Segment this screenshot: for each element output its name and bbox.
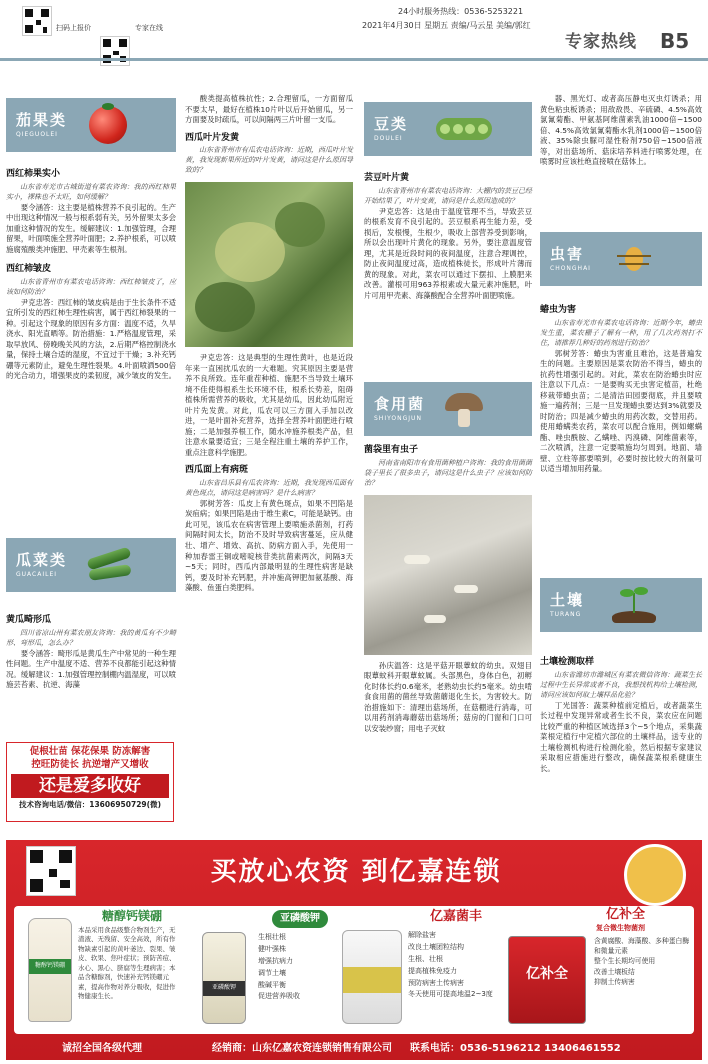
- category-title: 食用菌: [374, 395, 426, 414]
- product-2-label: 亚磷酸钾: [203, 981, 245, 996]
- article-question: 山东省青州市有瓜农电话咨询：近期，西瓜叶片发黄，我发现新果所近的叶片发黄，请问这是什么原因导致的？: [185, 146, 353, 175]
- category-label-soil: [540, 578, 702, 632]
- article-question: 山东省昌乐县有瓜农咨询：近期，我发现西瓜面有黄色斑点，请问这是病害吗？是什么病害？: [185, 479, 353, 497]
- category-subtitle: QIEGUOLEI: [16, 131, 58, 139]
- footer-agents: 诚招全国各级代理: [62, 1042, 142, 1054]
- category-title: 虫害: [550, 245, 585, 264]
- article-title: 西瓜叶片发黄: [185, 132, 240, 143]
- article-question: 山东省潍坊市潍城区有菜农微信咨询：蔬菜生长过程中生长异常或者不良，我想找机构给土壤检测，请问应该如何取土壤样品化验？: [540, 670, 702, 699]
- product-2-bottle: [202, 932, 246, 1024]
- ad-headline: 买放心农资 到亿嘉连锁: [210, 857, 502, 887]
- qr2-label: 专家在线: [135, 24, 163, 32]
- category-subtitle: DOULEI: [374, 135, 403, 143]
- column-4: [540, 94, 702, 168]
- category-subtitle: GUACAILEI: [16, 571, 58, 579]
- category-subtitle: CHONGHAI: [550, 265, 591, 273]
- feature-item: 改善土壤板结: [594, 967, 635, 976]
- column-1: [6, 98, 176, 382]
- product-1-label: 糖醇钙镁硼: [29, 959, 71, 974]
- mushroom-bag-photo: [364, 495, 532, 655]
- hotline: 24小时服务热线：0536-5253221: [398, 7, 524, 16]
- promo-phone: 技术咨询电话/微信：13606950729(微): [19, 800, 161, 810]
- product-4-subtitle: 复合微生物菌剂: [596, 924, 645, 932]
- bug-icon: [617, 241, 651, 277]
- article-answer: 郭树芳答：蝽虫为害重且难治，这是普遍发生的问题。主要原因是菜农防治不得当，蝽虫的抗药性增强引起的。对此，菜农在防治蝽虫时应注意以下几点：一是要购买无虫害定植苗，杜绝移栽带蝽虫苗；二是清洁田园要彻底，并且要喷施一遍药剂；三是一旦发现蝽虫要达到3%就要及时防治；四是减少蝽虫的用药次数，交替用药。使用蝽螨类农药，菜农可以配合施用，例如螺螨酯、唑虫酰胺、乙螨唑、丙溴磷、阿维菌素等，二次喷洒，注意一定要喷施均匀周到。地面、墙壁、立柱等都要喷到，必要时按比较大的剂量可以适当增加用药量。: [540, 348, 702, 474]
- category-title: 瓜菜类: [16, 551, 68, 570]
- date-line: 2021年4月30日 星期五 责编/马云星 美编/郭红: [362, 21, 531, 30]
- article-continuation: 酸类提高植株抗性；2.合理留瓜，一方面留瓜不要太早，最好在植株10片叶以后开始留瓜，另一方面要及时疏瓜，可以间隔两三片叶留一支瓜。: [185, 94, 353, 125]
- feature-item: 促进营养吸收: [258, 992, 300, 1001]
- feature-item: 解除盐害: [408, 931, 436, 939]
- category-subtitle: TURANG: [550, 611, 582, 619]
- advertisement: [6, 840, 702, 1060]
- footer-phone: 联系电话：0536-5196212 13406461552: [410, 1042, 621, 1054]
- category-label-mushrooms: [364, 382, 532, 436]
- product-3-name: 亿嘉菌丰: [430, 909, 483, 924]
- qr-code-icon: [26, 846, 76, 896]
- feature-item: 含黄腐酸、海藻酸、多种蛋白酶和微量元素: [594, 937, 690, 956]
- article-question: 山东省青州市有菜农电话咨询：大棚内的芸豆已经开始结果了，叶片变黄，请问是什么原因造成的？: [364, 186, 532, 205]
- ad-footer: [6, 1038, 702, 1060]
- column-3-lower: [364, 442, 532, 734]
- qr-code-icon: [100, 36, 130, 66]
- article-question: 四川省凉山州有菜农朋友咨询：我的黄瓜有不少畸形、弯形瓜，怎么办？: [6, 628, 176, 647]
- article-title: 芸豆叶片黄: [364, 173, 410, 183]
- article-question: 山东省青州市有菜农电话咨询：西红柿皱皮了，应该如何防治？: [6, 277, 176, 296]
- feature-item: 改良土壤团粒结构: [408, 942, 464, 951]
- article-title: 西红柿皱皮: [6, 264, 52, 275]
- mushroom-icon: [441, 389, 487, 429]
- product-3-jug: [342, 930, 402, 1024]
- feature-item: 整个生长期均可使用: [594, 957, 656, 966]
- column-3: [364, 102, 532, 301]
- article-answer: 要令涵答：这主要是植株营养不良引起的。生产中出现这种情况一般与根系弱有关，另外留果太多会加重这种情况的发生。缓解建议：1.加强管理，合理留果，叶面喷施全营养叶面肥；2.养护根系，可以喷施腐殖酸类冲施肥、甲壳素等生根剂。: [6, 202, 177, 254]
- feature-item: 调节土壤: [258, 968, 286, 977]
- feature-item: 酸碱平衡: [258, 980, 286, 989]
- article-question: 山东省寿光市有菜农电话咨询：近期今年，蝽虫发生重，菜农棚子了解有一种，用了几次药剂打不住，请推荐几种好的药剂进行防治？: [540, 318, 702, 347]
- article-answer: 要令涵答：畸形瓜是黄瓜生产中常见的一种生理性问题。生产中温度不适、营养不良都能引起这种情况。缓解建议：1.加强管理控制棚内温湿度，可以喷施芸苔素、抗逆、海藻: [6, 648, 177, 690]
- article-question: 山东省寿光市古城街道有菜农咨询：我的西红柿果实小，裸株也不太旺，如何缓解？: [6, 182, 176, 201]
- feature-item: 冬天使用可提高地温2~3度: [408, 990, 493, 999]
- article-answer: 郭树芳答：瓜皮上有黄色斑点，如果不凹陷是炭疽病；如果凹陷是由于维生素C，可能是缺钙。由此可见，该瓜农在病害管理上要喷施杀菌剂，打药间隔时间太长，防治不及时导致病害蔓延，应从健壮、增产、增效、高抗、防病方面入手，先使用一种加春雷王铜或嘧啶核苷类抗菌素两次，间隔3天~5天；同时，西瓜内部最明显的生理性病害是缺钙，要及时补充钙肥，并冲施高钾肥加氨基酸、海藻酸、鱼蛋白类肥料。: [185, 498, 353, 593]
- column-4-lower: [540, 654, 702, 774]
- article-title: 蝽虫为害: [540, 305, 577, 315]
- category-subtitle: SHIYONGJUN: [374, 415, 422, 423]
- feature-item: 生根壮根: [258, 933, 286, 941]
- article-title: 菌袋里有虫子: [364, 445, 419, 455]
- product-2-name: 亚磷酸钾: [272, 910, 328, 928]
- article-answer: 孙庆温答：这是平菇开眼蕈蚊的幼虫。双翅目眼蕈蚊科开眼蕈蚊属。头部黑色，身体白色，初孵化时体长约0.6毫米，老熟幼虫长约5毫米。幼虫啃食食用菌的菌丝导致菌蘑退化生长，为害较大。防治措施如下：清理出菇场所，在菇棚进行消毒，可以用药剂消毒蘑菇出菇场所；菇房的门窗和门口可以安装纱窗；用电子灭蚊: [364, 660, 532, 733]
- cucumber-icon: [87, 547, 131, 583]
- product-4-bucket: [508, 936, 586, 1024]
- peas-icon: [436, 118, 492, 140]
- product-3-features: [408, 930, 500, 1001]
- product-1-name: 糖醇钙镁硼: [102, 909, 163, 923]
- category-title: 土壤: [550, 591, 585, 610]
- feature-item: 健叶强株: [258, 944, 286, 953]
- article-continuation: 器、黑光灯、或者高压静电灭虫灯诱杀；用黄色粘虫板诱杀；用敌敌畏、辛硫磷、4.5%高效氯氰菊酯、甲氨基阿维菌素乳油1000倍~1500倍、4.5%高效氯氰菊酯水乳剂1000倍~1500倍液、35%除虫脲可湿性粉剂750倍~1500倍液等，对出菇场所、菇床培养料进行喷雾处理，在喷雾时应该杜绝直接喷在菇体上。: [540, 94, 702, 167]
- article-question: 河南省南阳市有食用菌种植户咨询：我的食用菌菌袋子里长了很多虫子，请问这是什么虫子？应该如何防治？: [364, 458, 532, 487]
- feature-item: 预防病害土传病害: [408, 978, 464, 987]
- promo-line-1: 促根壮苗 保花保果 防冻解害: [29, 746, 151, 757]
- footer-dealer: 经销商：山东亿嘉农资连锁销售有限公司: [212, 1042, 392, 1054]
- product-4-label: 亿补全: [526, 966, 568, 982]
- category-title: 茄果类: [16, 111, 68, 130]
- article-title: 西红柿果实小: [6, 169, 61, 179]
- feature-item: 生根、壮根: [408, 954, 443, 963]
- header-rule: [0, 58, 708, 61]
- category-label-vegetables: [6, 98, 176, 152]
- feature-item: 抑制土传病害: [594, 977, 635, 986]
- promo-line-2: 控旺防徒长 抗逆增产又增收: [31, 759, 149, 771]
- category-label-pests: [540, 232, 702, 286]
- article-answer: 尹克忠答：这是典型的生理性黄叶，也是近段年来一直困扰瓜农的一大难题。究其原因主要是营养不良所致。连年重茬种植、施肥不当导致土壤环境不佳使得根系生长环境不佳，根系长势差，阻碍植株所需营养的吸收，尤其是幼瓜，因此幼瓜附近叶片先发黄。对此，瓜农可以三方面入手加以改进，一是叶面补充营养，选择全营养叶面肥进行喷施；二是加强养根工作，随水冲施养根类产品，但注意水量要适宜；三是全程注重土壤的养护工作，重点注意科学施肥。: [185, 353, 353, 457]
- feature-item: 增强抗病力: [258, 956, 293, 965]
- category-label-melons: [6, 538, 176, 592]
- column-1-lower: [6, 612, 176, 691]
- product-2-features: [258, 932, 338, 1003]
- article-title: 黄瓜畸形瓜: [6, 615, 52, 625]
- article-answer: 尹克忠答：西红柿的皱皮病是由于生长条件不适宜所引发的西红柿生理性病害，属于西红柿裂果的一种。引起这个现象的原因有多方面：温度不适，久旱浇水、阳光直晒等。防治措施：1.严格温度管理，采取早放风、傍晚晚关风的方法，2.后期严格控制浇水量，保持土壤合适的湿度，不宜过于干燥；3.补充钙硼等元素防止，避免生理性裂果。4.叶面喷洒500倍的光合动力，增强果皮的柔韧度，减少皱皮的发生。: [6, 297, 177, 381]
- header-bar: [0, 0, 708, 64]
- column-2: [185, 94, 353, 594]
- product-4-name: 亿补全: [606, 907, 646, 922]
- seedling-icon: [612, 585, 656, 625]
- qr-code-icon: [22, 6, 52, 36]
- mascot-badge: [624, 844, 686, 906]
- article-title: 西瓜面上有病斑: [185, 465, 249, 476]
- feature-item: 提高植株免疫力: [408, 966, 457, 975]
- watermelon-leaf-photo: [185, 182, 353, 347]
- category-label-beans: [364, 102, 532, 156]
- product-4-features: [594, 936, 690, 987]
- article-title: 土壤检测取样: [540, 657, 595, 667]
- qr1-label: 扫码上报价: [56, 24, 91, 32]
- product-1-text: 本品采用食品级整合物剂生产，无渣液、无残留、安全高效，所有作物缺素引起的黄叶萎边、裂果、皱皮、软果、焦叶症状；预防苦痘、水心、黑心、脐腐等生理病害；本品含糖醇剂，快速补充钙镁硼元素，提高作物对养分吸收，促进作物健康生长。: [78, 926, 176, 1000]
- page-number: B5: [660, 29, 690, 53]
- article-answer: 丁光国答：蔬菜种植前定植后，或者蔬菜生长过程中发现异常或者生长不良，菜农应在问题比较严重的种植区域选择3个~5个地点，采集蔬菜根定植行中定植穴部位的土壤样品，送专业的土壤检测机构进行检测化验，然后根据专家建议采取相应措施进行整改，确保蔬菜根系健康生长。: [540, 700, 702, 773]
- section-title: 专家热线: [565, 32, 637, 52]
- promo-brand: 还是爱多收好: [11, 774, 169, 798]
- article-answer: 尹克忠答：这是由于温度管理不当，导致芸豆的根系发育不良引起的。芸豆根系再生能力差，受损后，发根慢，生根少，吸收上部营养受到影响，所以会出现叶片黄化的现象。另外，要注意温度管理，尤其是近段时间的夜间温度，注意合理调控，防止夜间温度过高，造成植株徒长，形成叶片薄而黄的现象。对此，菜农可以通过下摆扣、上膜肥来改善。灌根可用963养根素或大量元素冲施肥，叶片可用甲壳素、海藻酸配合全营养叶面肥喷施。: [364, 206, 532, 300]
- tomato-icon: [89, 106, 127, 144]
- category-title: 豆类: [374, 115, 409, 134]
- column-4-middle: [540, 302, 702, 475]
- promo-box: [6, 742, 174, 822]
- product-1-bottle: [28, 918, 72, 1022]
